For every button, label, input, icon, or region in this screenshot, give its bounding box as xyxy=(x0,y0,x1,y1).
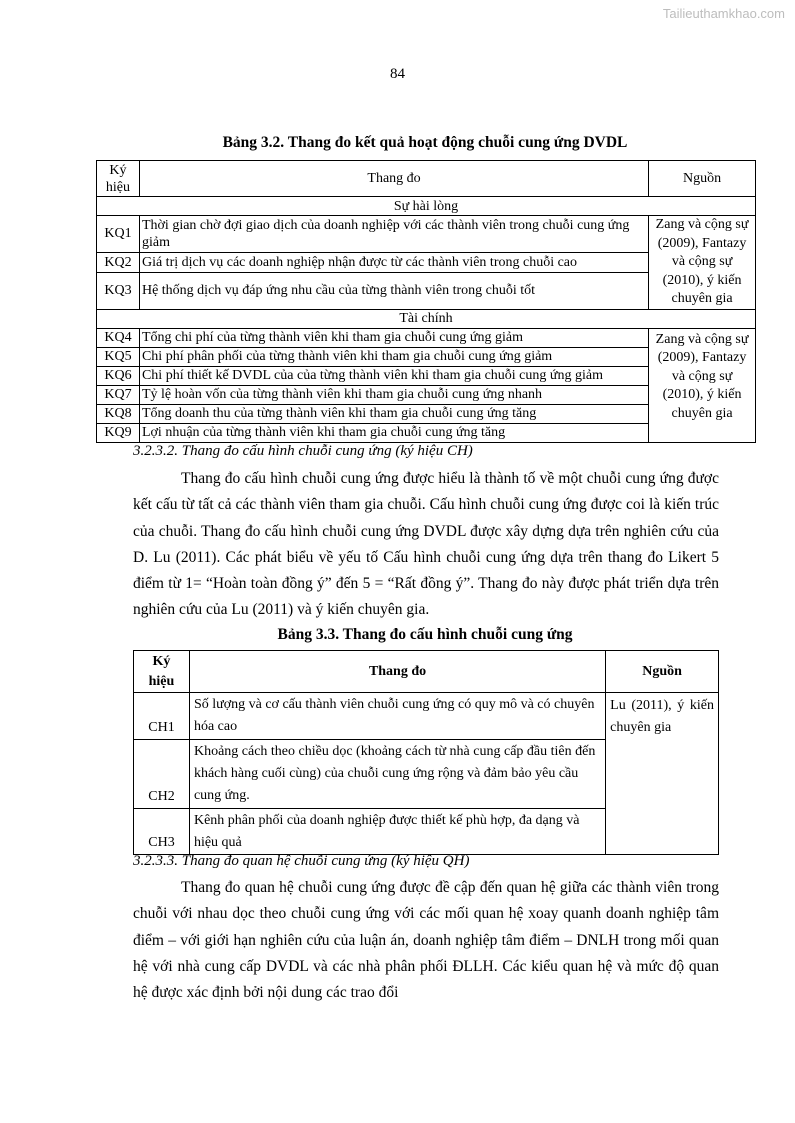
row-code: KQ4 xyxy=(97,328,140,347)
row-code: KQ2 xyxy=(97,252,140,272)
table-3-2-caption: Bảng 3.2. Thang đo kết quả hoạt động chuỗi cung ứng DVDL xyxy=(222,134,628,151)
row-code: CH3 xyxy=(134,809,190,855)
section-heading-qh: 3.2.3.3. Thang đo quan hệ chuỗi cung ứng (ký hiệu QH) xyxy=(133,853,470,869)
row-text: Số lượng và cơ cấu thành viên chuỗi cung ứng có quy mô và có chuyên hóa cao xyxy=(189,693,605,740)
row-text: Tỷ lệ hoàn vốn của từng thành viên khi tham gia chuỗi cung ứng nhanh xyxy=(139,385,648,404)
row-code: KQ1 xyxy=(97,216,140,253)
row-text: Lợi nhuận của từng thành viên khi tham gia chuỗi cung ứng tăng xyxy=(139,423,648,442)
row-code: KQ3 xyxy=(97,272,140,309)
row-text: Thời gian chờ đợi giao dịch của doanh nghiệp với các thành viên trong chuỗi cung ứng giảm xyxy=(139,216,648,253)
row-code: CH2 xyxy=(134,740,190,809)
row-text: Tổng chi phí của từng thành viên khi tham gia chuỗi cung ứng giảm xyxy=(139,328,648,347)
row-text: Kênh phân phối của doanh nghiệp được thiết kế phù hợp, đa dạng và hiệu quả xyxy=(189,809,605,855)
group-header-satisfaction: Sự hài lòng xyxy=(97,197,756,216)
header-symbol: Ký hiệu xyxy=(97,161,140,197)
row-code: KQ7 xyxy=(97,385,140,404)
row-text: Hệ thống dịch vụ đáp ứng nhu cầu của từng thành viên trong chuỗi tốt xyxy=(139,272,648,309)
paragraph-qh-text: Thang đo quan hệ chuỗi cung ứng được đề cập đến quan hệ giữa các thành viên trong chuỗi với nhau dọc theo chuỗi cung ứng với các mối quan hệ xoay quanh doanh nghiệp tâm điểm – với giới hạn nghiên cứu của luận án, doanh nghiệp tâm điểm – DNLH trong mối quan hệ với nhà cung cấp DVDL và các nhà phân phối ĐLLH. Các kiểu quan hệ và mức độ quan hệ được xác định bởi nội dung các trao đổi xyxy=(133,879,719,1002)
row-text: Tổng doanh thu của từng thành viên khi tham gia chuỗi cung ứng tăng xyxy=(139,404,648,423)
header-source: Nguồn xyxy=(606,651,719,693)
source-cell-2: Zang và cộng sự (2009), Fantazy và cộng sự (2010), ý kiến chuyên gia xyxy=(649,328,756,442)
row-code: CH1 xyxy=(134,693,190,740)
header-scale: Thang đo xyxy=(189,651,605,693)
row-text: Chi phí thiết kế DVDL của của từng thành viên khi tham gia chuỗi cung ứng giảm xyxy=(139,366,648,385)
row-code: KQ8 xyxy=(97,404,140,423)
table-3-2 xyxy=(96,160,756,443)
section-heading-ch: 3.2.3.2. Thang đo cấu hình chuỗi cung ứng (ký hiệu CH) xyxy=(133,443,473,459)
row-text: Giá trị dịch vụ các doanh nghiệp nhận được từ các thành viên trong chuỗi cao xyxy=(139,252,648,272)
row-text: Chi phí phân phối của từng thành viên khi tham gia chuỗi cung ứng giảm xyxy=(139,347,648,366)
source-cell-1: Zang và cộng sự (2009), Fantazy và cộng sự (2010), ý kiến chuyên gia xyxy=(649,216,756,310)
header-source: Nguồn xyxy=(649,161,756,197)
page-number: 84 xyxy=(390,66,405,82)
source-cell: Lu (2011), ý kiến chuyên gia xyxy=(606,693,719,855)
row-code: KQ5 xyxy=(97,347,140,366)
paragraph-ch-text: Thang đo cấu hình chuỗi cung ứng được hiểu là thành tố về một chuỗi cung ứng được kết cấu từ tất cả các thành viên tham gia chuỗi. Cấu hình chuỗi cung ứng được coi là kiến trúc của chuỗi. Thang đo cấu hình chuỗi cung ứng DVDL được xây dựng dựa trên nghiên cứu của D. Lu (2011). Các phát biểu về yếu tố Cấu hình chuỗi cung ứng dựa trên thang đo Likert 5 điểm từ 1= “Hoàn toàn đồng ý” đến 5 = “Rất đồng ý”. Thang đo này được phát triển dựa trên nghiên cứu của Lu (2011) và ý kiến chuyên gia. xyxy=(133,470,719,619)
header-scale: Thang đo xyxy=(139,161,648,197)
table-3-3 xyxy=(133,650,719,855)
paragraph-qh xyxy=(133,875,719,1006)
row-code: KQ9 xyxy=(97,423,140,442)
watermark-text: Tailieuthamkhao.com xyxy=(662,6,785,21)
group-header-finance: Tài chính xyxy=(97,309,756,328)
table-3-3-caption: Bảng 3.3. Thang đo cấu hình chuỗi cung ứng xyxy=(277,626,573,643)
row-code: KQ6 xyxy=(97,366,140,385)
header-symbol: Ký hiệu xyxy=(134,651,190,693)
paragraph-ch xyxy=(133,466,719,624)
row-text: Khoảng cách theo chiều dọc (khoảng cách từ nhà cung cấp đầu tiên đến khách hàng cuối cùng) của chuỗi cung ứng rộng và đảm bảo yêu cầu cung ứng. xyxy=(189,740,605,809)
